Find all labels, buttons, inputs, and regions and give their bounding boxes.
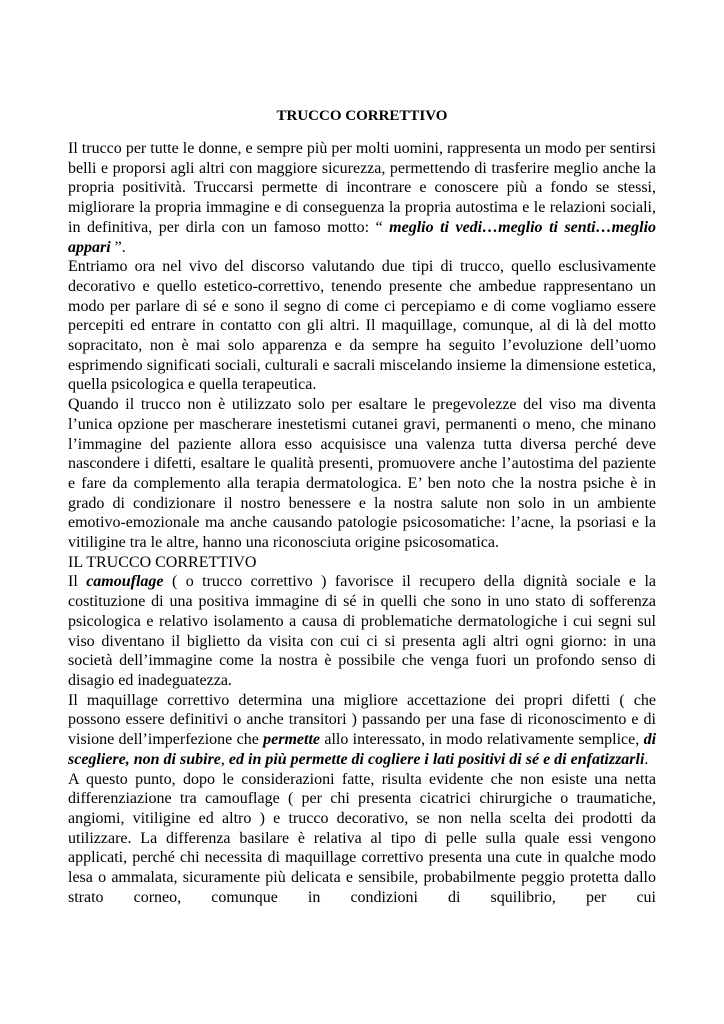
section-heading: IL TRUCCO CORRETTIVO <box>68 553 257 571</box>
camouflage-term: camouflage <box>86 573 164 591</box>
intro-text-end: ”. <box>110 238 126 256</box>
maquillage-text-3: , <box>220 750 229 768</box>
maquillage-text-1: Il maquillage correttivo determina una migliore accettazione dei propri difetti ( che possono essere definitivi o anche transitori ) passando per una fase di riconoscimento e di visione dell’imperfezione che <box>68 691 656 749</box>
camouflage-text: ( o trucco correttivo ) favorisce il recupero della dignità sociale e la costituzione di una positiva immagine di sé in quelli che sono in uno stato di sofferenza psicologica e relativo isolamento a causa di problematiche dermatologiche i cui segni sul viso diventano il biglietto da visita con cui ci si presenta agli altri ogni giorno: in una società dell’immagine come la nostra è possibile che venga fuori un profondo senso di disagio ed inadeguatezza. <box>68 573 656 689</box>
document-title: TRUCCO CORRETTIVO <box>276 108 448 124</box>
permette-emphasis: permette <box>263 731 321 749</box>
paragraph-camouflage <box>68 572 656 690</box>
cogliere-emphasis: ed in più permette di cogliere i lati positivi di sé e di enfatizzarli <box>228 750 645 768</box>
document-page <box>68 107 656 907</box>
motto-text: meglio ti vedi…meglio ti senti…meglio appari <box>68 218 657 256</box>
maquillage-text-2: allo interessato, in modo relativamente semplice, <box>320 731 644 749</box>
maquillage-text-4: . <box>644 750 649 768</box>
scegliere-emphasis: di scegliere, non di subire <box>68 731 657 768</box>
paragraph-intro <box>68 139 656 257</box>
camouflage-text-start: Il <box>68 573 87 591</box>
paragraph-types-of-makeup: Entriamo ora nel vivo del discorso valutando due tipi di trucco, quello esclusivamente decorativo e quello estetico-correttivo, tenendo presente che ambedue rappresentano un modo per parlare di sé e sono il segno di come ci percepiamo e di come vogliamo essere percepiti ed entrare in contatto con gli altri. Il maquillage, comunque, al di là del motto sopracitato, non è mai solo apparenza e da sempre ha seguito l’evoluzione dell’uomo esprimendo significati sociali, culturali e sacrali miscelando insieme la dimensione estetica, quella psicologica e quella terapeutica. <box>68 258 656 394</box>
intro-text: Il trucco per tutte le donne, e sempre più per molti uomini, rappresenta un modo per sentirsi belli e proporsi agli altri con maggiore sicurezza, permettendo di trasferire meglio anche la propria positività. Truccarsi permette di incontrare e conoscere più a fondo se stessi, migliorare la propria immagine e di conseguenza la propria autostima e le relazioni sociali, in definitiva, per dirla con un famoso motto: “ <box>68 140 656 236</box>
paragraph-differences: A questo punto, dopo le considerazioni fatte, risulta evidente che non esiste una netta differenziazione tra camouflage ( per chi presenta cicatrici chirurgiche o traumatiche, angiomi, vitiligine ed altro ) e trucco decorativo, se non nella scelta dei prodotti da utilizzare. La differenza basilare è relativa al tipo di pelle sulla quale essi vengono applicati, perché chi necessita di maquillage correttivo presenta una cute in qualche modo lesa o ammalata, sicuramente più delicata e sensibile, probabilmente peggio protetta dallo strato corneo, comunque in condizioni di squilibrio, per cui <box>68 770 656 906</box>
paragraph-corrective-maquillage <box>68 691 656 770</box>
paragraph-therapeutic-makeup: Quando il trucco non è utilizzato solo per esaltare le pregevolezze del viso ma diventa l’unica opzione per mascherare inestetismi cutanei gravi, permanenti o meno, che minano l’immagine del paziente allora esso acquisisce una valenza tutta diversa perché deve nascondere i difetti, esaltare le qualità presenti, promuovere anche l’autostima del paziente e fare da complemento alla terapia dermatologica. E’ ben noto che la nostra psiche è in grado di condizionare il nostro benessere e la nostra salute non solo in un ambiente emotivo-emozionale ma anche causando patologie psicosomatiche: l’acne, la psoriasi e la vitiligine tra le altre, hanno una riconosciuta origine psicosomatica. <box>68 396 656 552</box>
